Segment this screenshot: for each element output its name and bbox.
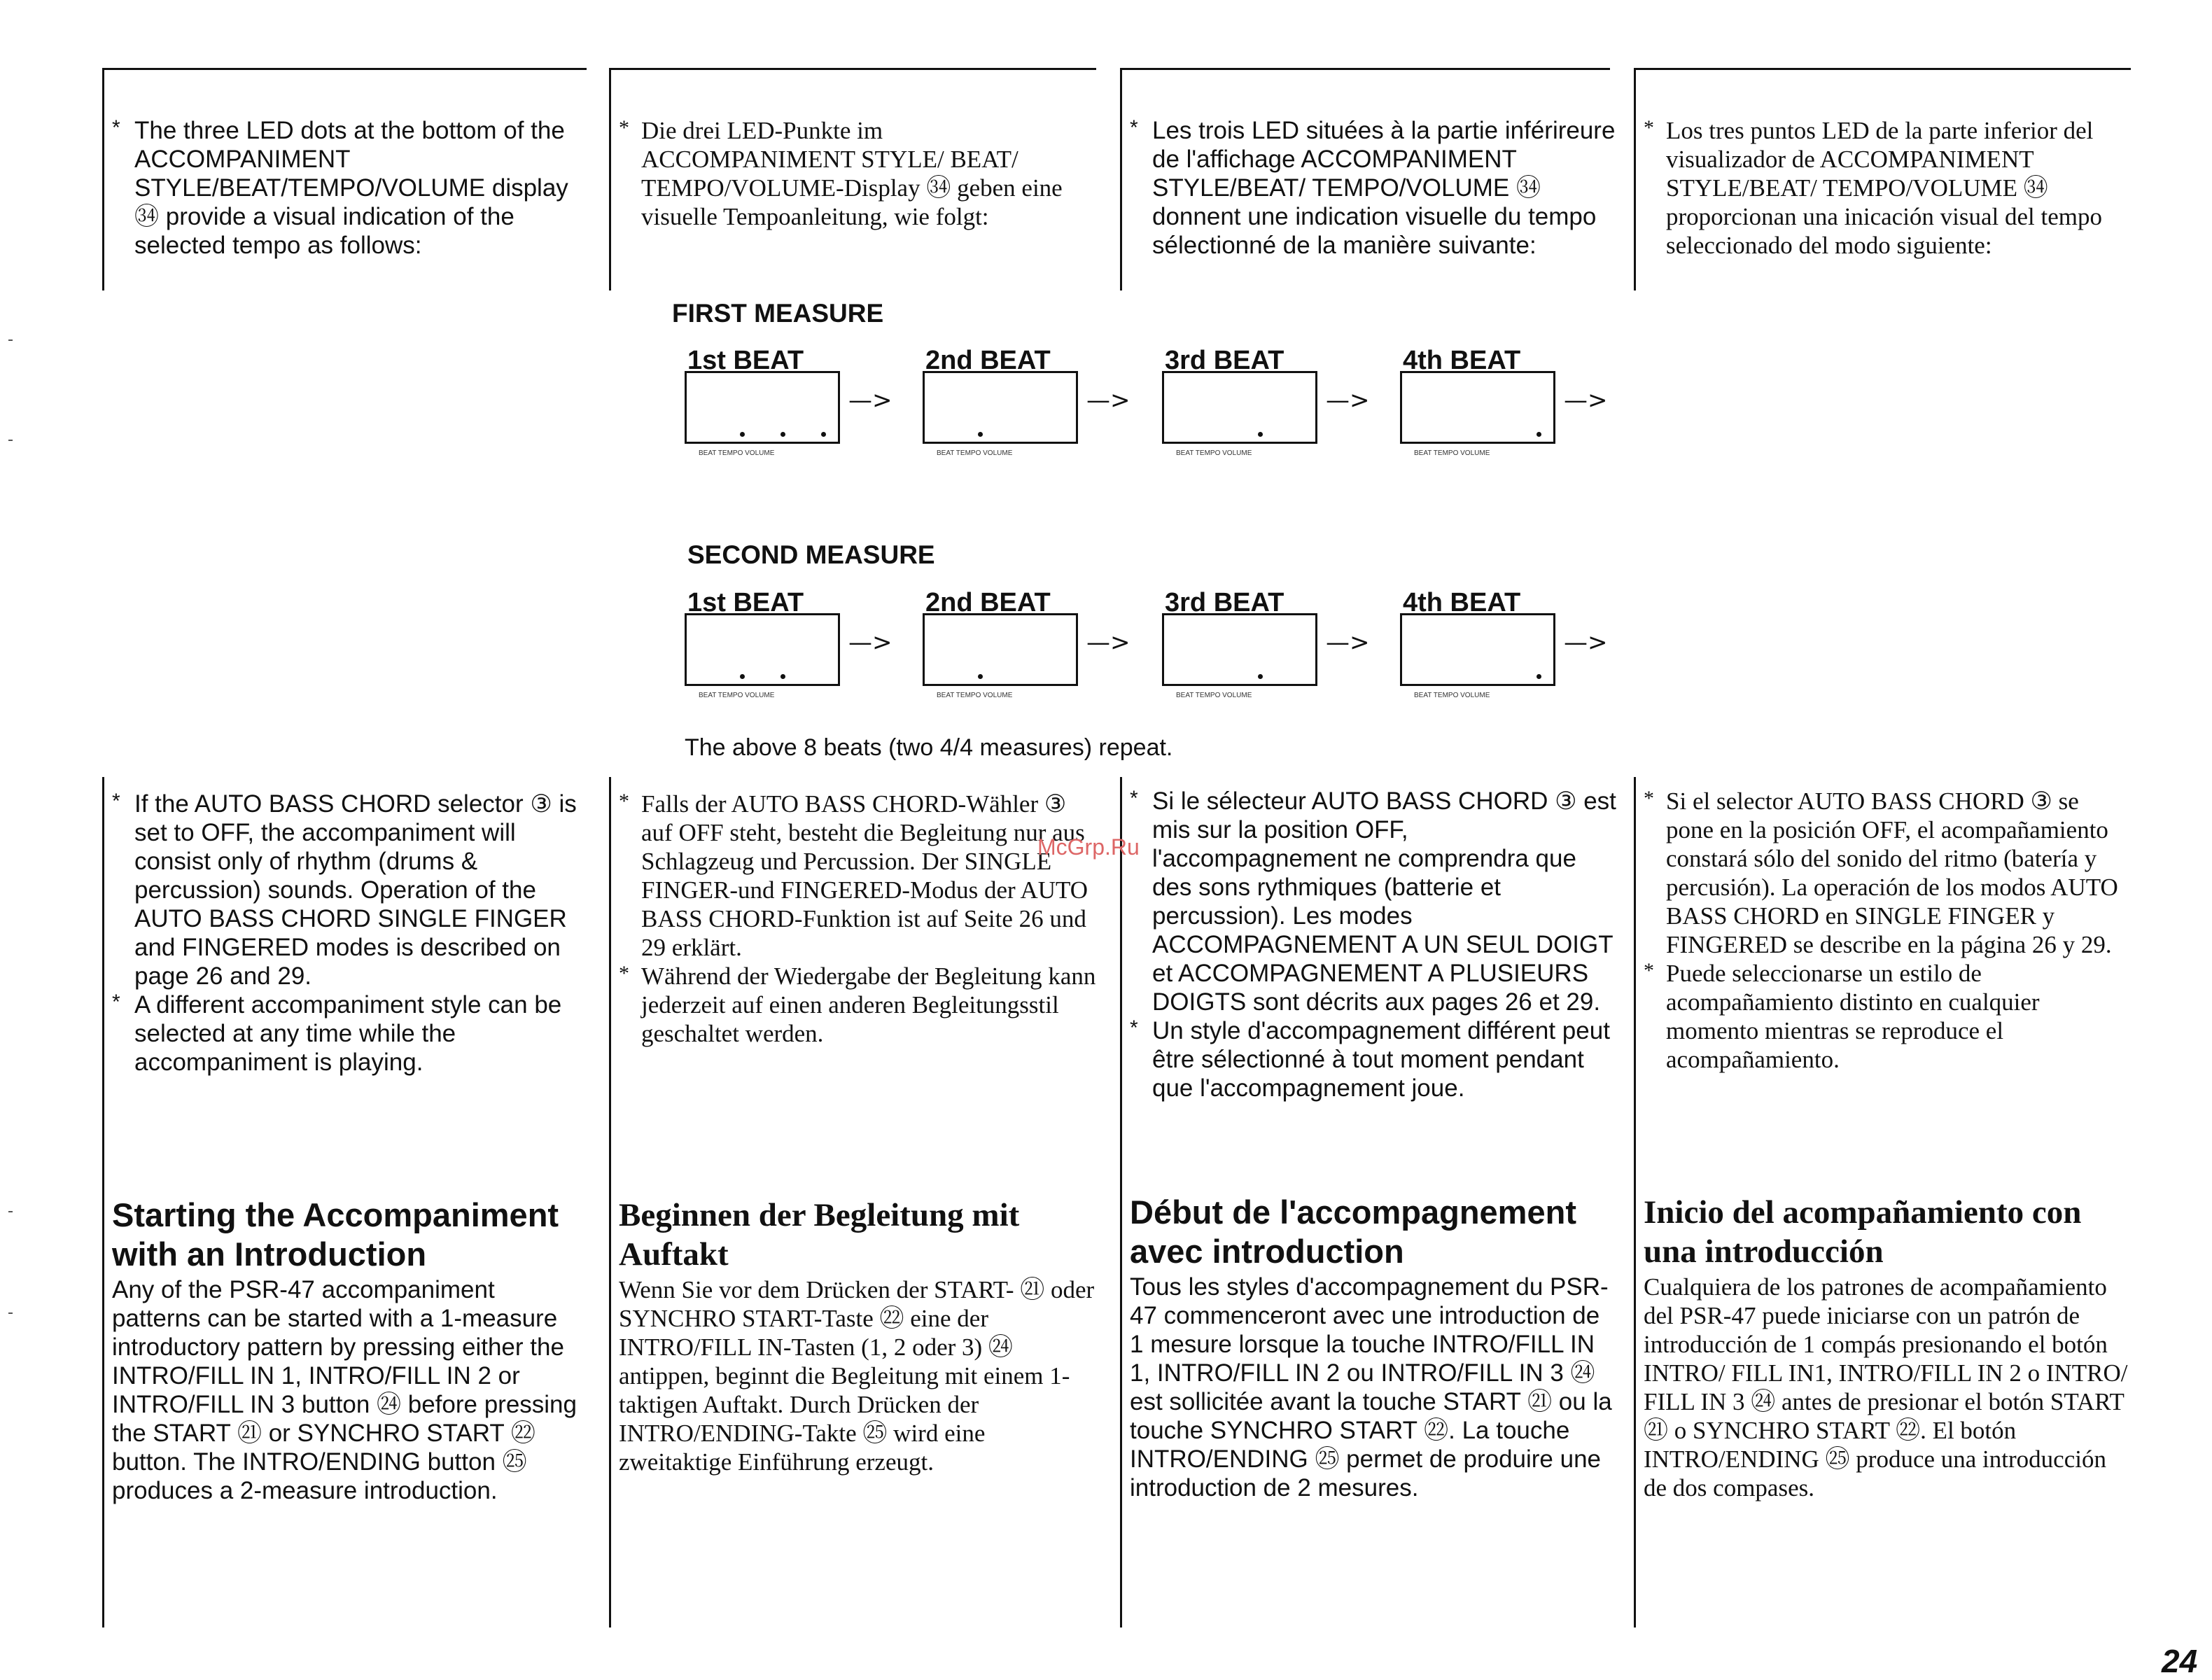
intro-de (616, 116, 1099, 231)
note-de-1: * Falls der AUTO BASS CHORD-Wähler ③ auf OFF steht, besteht die Begleitung nur aus Schlagzeug und Percussion. Der SINGLE FINGER-und FINGERED-Modus der AUTO BASS CHORD-Funktion ist auf Seite 26 und 29 erklärt. (616, 790, 1099, 962)
led-dot (978, 674, 983, 679)
note-en-2: * A different accompaniment style can be selected at any time while the accompaniment is playing. (109, 990, 592, 1077)
note-es-1: * Si el selector AUTO BASS CHORD ③ se pone en la posición OFF, el acompañamiento constará sólo del sonido del ritmo (batería y percusión). La operación de los modos AUTO BASS CHORD en SINGLE FINGER y FINGERED se describe en la página 26 y 29. (1641, 787, 2131, 959)
led-display (923, 613, 1078, 686)
notes-de (616, 790, 1099, 1048)
section-en (112, 1196, 588, 1505)
led-display (685, 613, 840, 686)
led-display (1400, 371, 1555, 444)
led-display (923, 371, 1078, 444)
intro-es-text: * Los tres puntos LED de la parte inferior del visualizador de ACCOMPANIMENT STYLE/BEAT/ TEMPO/VOLUME ㉞ proporcionan una inicación visual del tempo seleccionado del modo siguiente: (1641, 116, 2131, 260)
led-scale-label: BEAT TEMPO VOLUME (937, 692, 1013, 699)
led-dot (821, 432, 826, 437)
arrow-icon: —> (848, 386, 892, 414)
tempo-led-diagram (0, 0, 2212, 770)
section-body-en: Any of the PSR-47 accompaniment patterns can be started with a 1-measure introductory pattern by pressing either the INTRO/FILL IN 1, INTRO/FILL IN 2 or INTRO/FILL IN 3 button ㉔ before pressing the START ㉑ or SYNCHRO START ㉒ button. The INTRO/ENDING button ㉕ produces a 2-measure introduction. (112, 1276, 577, 1504)
section-heading-en: Starting the Accompaniment with an Introduction (112, 1196, 559, 1273)
led-scale-label: BEAT TEMPO VOLUME (1176, 692, 1252, 699)
note-fr-1: * Si le sélecteur AUTO BASS CHORD ③ est mis sur la position OFF, l'accompagnement ne comprendra que des sons rythmiques (batterie et percussion). Les modes ACCOMPAGNEMENT A UN SEUL DOIGT et ACCOMPAGNEMENT A PLUSIEURS DOIGTS sont décrits aux pages 26 et 29. (1127, 787, 1617, 1016)
beat-label: 4th BEAT (1403, 588, 1521, 617)
arrow-icon: —> (1086, 629, 1130, 657)
page-number: 24 (2162, 1643, 2198, 1679)
section-body-fr: Tous les styles d'accompagnement du PSR-47 commenceront avec une introduction de 1 mesure lorsque la touche INTRO/FILL IN 1, INTRO/FILL IN 2 ou INTRO/FILL IN 3 ㉔ est sollicitée avant la touche START ㉑ ou la touche SYNCHRO START ㉒. La touche INTRO/ENDING ㉕ permet de produire une introduction de 2 mesures. (1130, 1273, 1612, 1502)
measure-title: FIRST MEASURE (672, 299, 884, 328)
column-rule-de (609, 68, 1096, 70)
led-dot (978, 432, 983, 437)
beat-label: 2nd BEAT (925, 346, 1051, 375)
led-dot (780, 674, 785, 679)
margin-mark (8, 440, 13, 441)
arrow-icon: —> (848, 629, 892, 657)
arrow-icon: —> (1326, 629, 1370, 657)
beat-label: 2nd BEAT (925, 588, 1051, 617)
led-scale-label: BEAT TEMPO VOLUME (1414, 449, 1490, 457)
margin-mark (8, 1211, 13, 1212)
note-en-1: * If the AUTO BASS CHORD selector ③ is set to OFF, the accompaniment will consist only of rhythm (drums & percussion) sounds. Operation of the AUTO BASS CHORD SINGLE FINGER and FINGERED modes is described on page 26 and 29. (109, 790, 592, 990)
beat-label: 4th BEAT (1403, 346, 1521, 375)
repeat-note: The above 8 beats (two 4/4 measures) repeat. (685, 734, 1173, 761)
note-de-2: * Während der Wiedergabe der Begleitung kann jederzeit auf einen anderen Begleitungsstil geschaltet werden. (616, 962, 1099, 1048)
section-heading-es: Inicio del acompañamiento con una introducción (1644, 1194, 2082, 1270)
led-scale-label: BEAT TEMPO VOLUME (937, 449, 1013, 457)
column-divider (1634, 68, 1636, 290)
section-heading-de: Beginnen der Begleitung mit Auftakt (619, 1197, 1020, 1273)
led-dot (1258, 432, 1263, 437)
measure-title: SECOND MEASURE (687, 540, 935, 569)
beat-label: 1st BEAT (687, 588, 804, 617)
column-rule-es (1634, 68, 2131, 70)
beat-label: 3rd BEAT (1165, 346, 1284, 375)
led-dot (1536, 674, 1541, 679)
margin-mark (8, 1312, 13, 1314)
notes-es (1641, 787, 2131, 1074)
intro-de-text: * Die drei LED-Punkte im ACCOMPANIMENT STYLE/ BEAT/ TEMPO/VOLUME-Display ㉞ geben eine visuelle Tempoanleitung, wie folgt: (616, 116, 1099, 231)
led-dot (740, 674, 745, 679)
intro-en (109, 116, 585, 260)
intro-es (1641, 116, 2131, 260)
intro-fr-text: * Les trois LED situées à la partie inférireure de l'affichage ACCOMPANIMENT STYLE/BEAT/ TEMPO/VOLUME ㉞ donnent une indication visuelle du tempo sélectionné de la manière suivante: (1127, 116, 1617, 260)
column-divider (609, 68, 611, 290)
column-rule-fr (1120, 68, 1610, 70)
note-es-2: * Puede seleccionarse un estilo de acompañamiento distinto en cualquier momento mientras se reproduce el acompañamiento. (1641, 959, 2131, 1074)
section-de (619, 1196, 1102, 1476)
column-rule-en (102, 68, 587, 70)
column-divider (1120, 777, 1122, 1628)
led-scale-label: BEAT TEMPO VOLUME (1414, 692, 1490, 699)
led-display (685, 371, 840, 444)
section-heading-fr: Début de l'accompagnement avec introduction (1130, 1194, 1576, 1270)
led-display (1162, 371, 1317, 444)
led-display (1400, 613, 1555, 686)
arrow-icon: —> (1326, 386, 1370, 414)
intro-fr (1127, 116, 1617, 260)
column-divider (102, 777, 104, 1628)
beat-label: 1st BEAT (687, 346, 804, 375)
led-dot (740, 432, 745, 437)
column-divider (1120, 68, 1122, 290)
led-scale-label: BEAT TEMPO VOLUME (699, 692, 775, 699)
note-fr-2: * Un style d'accompagnement différent peut être sélectionné à tout moment pendant que l'accompagnement joue. (1127, 1016, 1617, 1102)
arrow-icon: —> (1564, 629, 1608, 657)
notes-fr (1127, 787, 1617, 1102)
section-es (1644, 1193, 2134, 1502)
watermark: McGrp.Ru (1037, 834, 1140, 860)
beat-label: 3rd BEAT (1165, 588, 1284, 617)
led-dot (780, 432, 785, 437)
section-fr (1130, 1193, 1620, 1502)
led-dot (1258, 674, 1263, 679)
led-display (1162, 613, 1317, 686)
section-body-es: Cualquiera de los patrones de acompañamiento del PSR-47 puede iniciarse con un patrón de introducción de 1 compás presionando el botón INTRO/ FILL IN1, INTRO/FILL IN 2 o INTRO/ FILL IN 3 ㉔ antes de presionar el botón START ㉑ o SYNCHRO START ㉒. El botón INTRO/ENDING ㉕ produce una introducción de dos compases. (1644, 1273, 2128, 1502)
arrow-icon: —> (1086, 386, 1130, 414)
led-scale-label: BEAT TEMPO VOLUME (1176, 449, 1252, 457)
section-body-de: Wenn Sie vor dem Drücken der START- ㉑ oder SYNCHRO START-Taste ㉒ eine der INTRO/FILL IN-Tasten (1, 2 oder 3) ㉔ antippen, beginnt die Begleitung mit einem 1-taktigen Auftakt. Durch Drücken der INTRO/ENDING-Takte ㉕ wird eine zweitaktige Einführung erzeugt. (619, 1276, 1095, 1476)
notes-en (109, 790, 592, 1077)
arrow-icon: —> (1564, 386, 1608, 414)
margin-mark (8, 340, 13, 341)
led-dot (1536, 432, 1541, 437)
column-divider (102, 68, 104, 290)
column-divider (1634, 777, 1636, 1628)
column-divider (609, 777, 611, 1628)
intro-en-text: * The three LED dots at the bottom of the ACCOMPANIMENT STYLE/BEAT/TEMPO/VOLUME display ㉞ provide a visual indication of the selected tempo as follows: (109, 116, 585, 260)
led-scale-label: BEAT TEMPO VOLUME (699, 449, 775, 457)
